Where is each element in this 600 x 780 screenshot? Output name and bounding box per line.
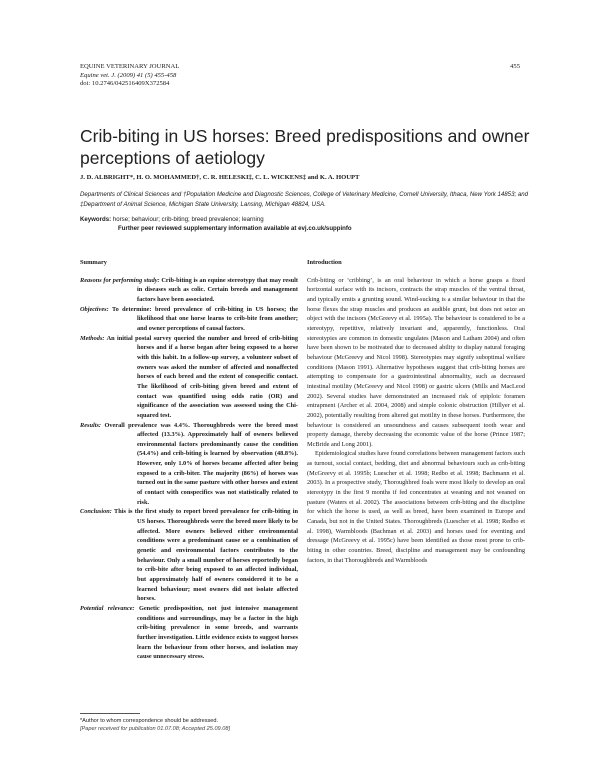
summary-text: Crib-biting is an equine stereotypy that may result in diseases such as colic. Certain breeds and management factors have been associated. bbox=[137, 276, 298, 303]
summary-label: Methods: bbox=[80, 334, 105, 342]
summary-text: This is the first study to report breed prevalence for crib-biting in US horses. Thoroughbreds were the breed more likely to be affected. More owners believed either environmental conditions were a predominant cause or a combination of genetic and environmental factors contributes to the behaviour. Only a small number of horses reportedly began to crib-bite after being exposed to an affected individual, but approximately half of owners considered it to be a learned behaviour; most owners did not isolate affected horses. bbox=[114, 508, 298, 603]
page-number: 455 bbox=[510, 63, 520, 70]
summary-label: Results: bbox=[80, 421, 101, 429]
received-note: [Paper received for publication 01.07.08; Accepted 25.09.08] bbox=[80, 726, 230, 732]
summary-text: Overall prevalence was 4.4%. Thoroughbreds were the breed most affected (13.3%). Approximately half of owners believed environmental factors predominantly cause the condition (54.4%) and crib-biting is learned by observation (48.8%). However, only 1.0% of horses became affected after being exposed to a crib-biter. The majority (86%) of horses was turned out in the same pasture with other horses and extent of contact with conspecifics was not statistically related to risk. bbox=[104, 421, 298, 506]
introduction-heading: Introduction bbox=[307, 259, 342, 266]
keywords-text: horse; behaviour; crib-biting; breed prevalence; learning bbox=[112, 216, 264, 223]
summary-column bbox=[80, 258, 298, 662]
article-title: Crib-biting in US horses: Breed predispositions and owner perceptions of aetiology bbox=[80, 126, 530, 168]
doi: doi: 10.2746/042516409X372584 bbox=[80, 80, 170, 88]
summary-paragraph bbox=[80, 334, 298, 421]
supplementary-info: Further peer reviewed supplementary information available at evj.co.uk/suppinfo bbox=[118, 225, 352, 232]
keywords-label: Keywords: bbox=[80, 216, 112, 223]
summary-text: An initial postal survey queried the number and breed of crib-biting horses and if a horse began after being exposed to a horse with this habit. In a follow-up survey, a volunteer subset of owners was asked the number of affected and nonaffected horses of each breed and the extent of conspecific contact. The likelihood of crib-biting given breed and extent of contact was quantified using odds ratio (OR) and significance of the association was assessed using the Chi-squared test. bbox=[106, 334, 298, 419]
summary-text: Genetic predisposition, not just intensive management conditions and surroundings, may be a factor in the high crib-biting prevalence in some breeds, and warrants further investigation. Little evidence exists to suggest horses learn the behaviour from other horses, and isolation may cause unnecessary stress. bbox=[137, 604, 299, 661]
journal-citation: Equine vet. J. (2009) 41 (5) 455-458 bbox=[80, 71, 177, 79]
journal-header bbox=[80, 63, 520, 89]
summary-label: Reasons for performing study: bbox=[80, 276, 160, 284]
summary-label: Objectives: bbox=[80, 305, 109, 313]
introduction-paragraph-2: Epidemiological studies have found correlations between management factors such as turnout, social contact, bedding, diet and abnormal behaviours such as crib-biting (McGreevy et al. 1995b; Luescher et al. 1998; Redbo et al. 1998; Bachmann et al. 2003). In a prospective study, Thoroughbred foals were most likely to develop an oral stereotypy in the first 9 months if fed concentrates at weaning and not weaned on pasture (Waters et al. 2002). The associations between crib-biting and the discipline for which the horse is used, as well as breed, have been examined in Europe and Canada, but not in the United States. Thoroughbreds (Luescher et al. 1998; Redbo et al. 1998), Warmbloods (Bachman et al. 2003) and horses used for eventing and dressage (McGreevy et al. 1995c) have been identified as those most prone to crib-biting in other countries. Breed, discipline and management may be confounding factors, in that Thoroughbreds and Warmbloods bbox=[307, 450, 525, 564]
summary-label: Conclusion: bbox=[80, 508, 112, 516]
summary-paragraph bbox=[80, 507, 298, 604]
affiliations: Departments of Clinical Sciences and †Population Medicine and Diagnostic Sciences, College of Veterinary Medicine, Cornell University, Ithaca, New York 14853; and ‡Department of Animal Science, Michigan State University, Lansing, Michigan 48824, USA. bbox=[80, 191, 529, 208]
keywords bbox=[80, 215, 540, 224]
introduction-paragraph-1: Crib-biting or ‘cribbing’, is an oral behaviour in which a horse grasps a fixed horizontal surface with its incisors, contracts the strap muscles of the ventral throat, and typically emits a grunting sound. Wind-sucking is a similar behaviour in that the horse flexes the strap muscles and produces an audible grunt, but does not seize an object with the incisors (McGreevy et al. 1995a). The behaviour is considered to be a stereotypy, repetitive, relatively invariant and, apparently, functionless. Oral stereotypies are common in domestic ungulates (Mason and Latham 2004) and often have been shown to be motivated due to decreased ability to display natural foraging behaviour (McGreevy and Nicol 1998). Stereotypies may signify suboptimal welfare conditions (Mason 1991). Alternative hypotheses suggest that crib-biting horses are attempting to compensate for a gastrointestinal abnormality, such as decreased intestinal motility (McGreevy and Nicol 1998) or gastric ulcers (Mills and MacLeod 2002). Several studies have demonstrated an increased risk of epiploic foramen entrapment (Archer et al. 2004, 2008) and simple colonic obstruction (Hillyer et al. 2002), potentially resulting from altered gut motility in these horses. Furthermore, the behaviour is considered an unsoundness and causes subsequent tooth wear and property damage, thereby decreasing the economic value of the horse (Prince 1987; McBride and Long 2001). bbox=[307, 276, 525, 448]
summary-label: Potential relevance: bbox=[80, 604, 135, 612]
summary-paragraph bbox=[80, 604, 298, 662]
summary-paragraph bbox=[80, 276, 298, 305]
correspondence-note: *Author to whom correspondence should be addressed. bbox=[80, 718, 219, 724]
summary-paragraph bbox=[80, 305, 298, 334]
introduction-column bbox=[307, 258, 525, 565]
author-list: J. D. ALBRIGHT*, H. O. MOHAMMED†, C. R. HELESKI‡, C. L. WICKENS‡ and K. A. HOUPT bbox=[80, 174, 360, 181]
summary-paragraph bbox=[80, 421, 298, 508]
summary-heading: Summary bbox=[80, 259, 107, 266]
journal-name: EQUINE VETERINARY JOURNAL bbox=[80, 63, 180, 70]
footnote-divider bbox=[80, 713, 140, 714]
summary-text: To determine: breed prevalence of crib-biting in US horses; the likelihood that one horse learns to crib-bite from another; and owner perceptions of causal factors. bbox=[111, 305, 298, 332]
footnote bbox=[80, 717, 380, 733]
